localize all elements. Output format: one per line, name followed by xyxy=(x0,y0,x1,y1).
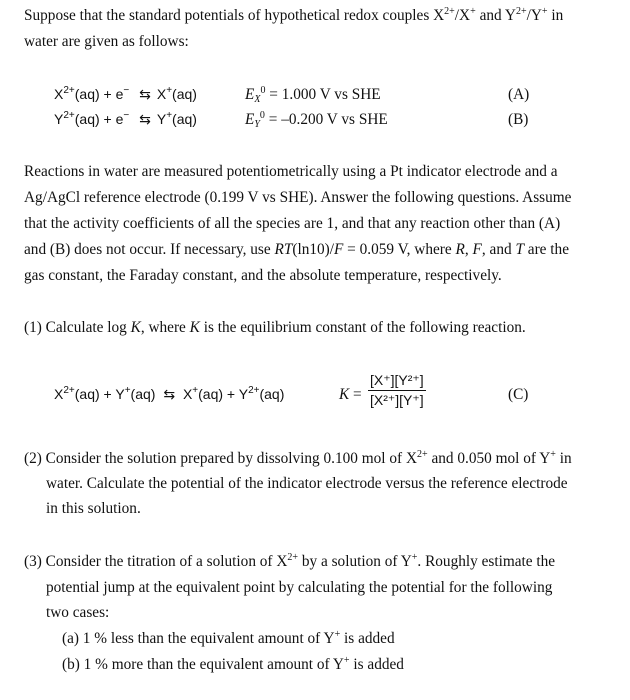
var-k: K xyxy=(189,319,200,336)
charge-sup: 2+ xyxy=(63,110,75,121)
potential-value: = –0.200 V vs SHE xyxy=(264,111,388,128)
question-3-line-1 xyxy=(24,552,555,572)
reaction-a-potential xyxy=(245,86,381,104)
species: (aq) + Y xyxy=(198,386,249,402)
species-text: (aq) xyxy=(172,86,197,102)
var-k: K xyxy=(130,319,141,336)
potential-sub: X xyxy=(254,94,261,105)
reaction-b-label: (B) xyxy=(508,111,529,128)
potential-sup: 0 xyxy=(260,85,266,96)
intro-line-1 xyxy=(24,6,563,26)
species: Y xyxy=(156,111,167,127)
text: and (B) does not occur. If necessary, use xyxy=(24,241,275,258)
reaction-b-equation xyxy=(54,111,197,128)
charge-sup: + xyxy=(470,6,476,17)
text: is the equilibrium constant of the following reaction. xyxy=(199,319,526,336)
species: (aq) xyxy=(259,386,285,402)
species-text: (aq) + e xyxy=(74,111,124,127)
text: is added xyxy=(349,656,404,673)
intro-text: Suppose that the standard potentials of hypothetical redox couples X xyxy=(24,7,445,24)
charge-sup: 2+ xyxy=(515,6,527,17)
question-3-line-2: potential jump at the equivalent point by calculating the potential for the following xyxy=(46,579,553,596)
species: Y xyxy=(54,111,64,127)
text: by a solution of Y xyxy=(298,553,412,570)
species: X xyxy=(179,386,193,402)
text: , xyxy=(464,241,473,258)
equilibrium-arrow-icon: ⇆ xyxy=(139,111,151,127)
reaction-a-equation xyxy=(54,86,197,103)
para2-line-3: that the activity coefficients of all the species are 1, and that any reaction other than (A) xyxy=(24,215,561,232)
text: , and xyxy=(481,241,516,258)
text: and 0.050 mol of Y xyxy=(427,450,551,467)
reaction-a-label: (A) xyxy=(508,86,530,103)
equilibrium-fraction xyxy=(368,372,426,409)
species: X xyxy=(156,86,167,102)
charge-sup: − xyxy=(123,110,130,121)
charge-sup: 2+ xyxy=(63,85,75,96)
text: is added xyxy=(340,630,395,647)
species: X xyxy=(54,86,64,102)
text: (a) 1 % less than the equivalent amount of Y xyxy=(62,630,335,647)
fraction-denominator: [X²⁺][Y⁺] xyxy=(370,392,424,408)
var-f: F xyxy=(472,241,482,258)
question-1 xyxy=(24,318,526,338)
para2-line-4 xyxy=(24,240,569,260)
intro-line-2: water are given as follows: xyxy=(24,33,189,50)
charge-sup: + xyxy=(166,110,173,121)
var-k: K xyxy=(339,386,350,403)
question-3-line-3: two cases: xyxy=(46,604,110,621)
intro-text: in xyxy=(547,7,564,24)
text: (ln10)/ xyxy=(292,241,334,258)
question-2-line-3: in this solution. xyxy=(46,500,141,517)
para2-line-2: Ag/AgCl reference electrode (0.199 V vs SHE). Answer the following questions. Assume xyxy=(24,189,572,206)
intro-text: /X xyxy=(454,7,471,24)
charge-sup: 2+ xyxy=(417,449,428,460)
potential-sup: 0 xyxy=(259,110,265,121)
text: (2) Consider the solution prepared by dissolving 0.100 mol of X xyxy=(24,450,417,467)
text: in xyxy=(555,450,572,467)
text: , where xyxy=(140,319,190,336)
text: = 0.059 V, where xyxy=(343,241,456,258)
reaction-c-equation xyxy=(54,386,284,403)
charge-sup: + xyxy=(166,85,173,96)
text: . Roughly estimate the xyxy=(417,553,556,570)
charge-sup: + xyxy=(411,552,418,563)
intro-text: and Y xyxy=(475,7,516,24)
reaction-c-label: (C) xyxy=(508,386,529,403)
question-3-case-a xyxy=(62,629,395,649)
charge-sup: + xyxy=(334,629,341,640)
equilibrium-arrow-icon: ⇆ xyxy=(139,86,151,102)
equals: = xyxy=(349,386,362,403)
text: (b) 1 % more than the equivalent amount of Y xyxy=(62,656,344,673)
text: are the xyxy=(523,241,569,258)
equilibrium-arrow-icon: ⇆ xyxy=(163,386,176,402)
reaction-b-potential xyxy=(245,111,388,129)
var-r: R xyxy=(455,241,465,258)
charge-sup: − xyxy=(123,85,130,96)
var-f: F xyxy=(333,241,344,258)
species: X xyxy=(54,386,64,402)
intro-text: /Y xyxy=(526,7,542,24)
var-rt: RT xyxy=(274,241,293,258)
species: (aq) xyxy=(130,386,160,402)
question-2-line-1 xyxy=(24,449,572,469)
charge-sup: 2+ xyxy=(444,6,455,17)
question-2-line-2: water. Calculate the potential of the indicator electrode versus the reference electrode xyxy=(46,475,568,492)
charge-sup: + xyxy=(124,385,131,396)
charge-sup: + xyxy=(343,655,350,666)
species-text: (aq) xyxy=(172,111,197,127)
equilibrium-constant-lhs xyxy=(339,386,362,404)
potential-value: = 1.000 V vs SHE xyxy=(265,86,381,103)
text: (3) Consider the titration of a solution of X xyxy=(24,553,288,570)
para2-line-1: Reactions in water are measured potentiometrically using a Pt indicator electrode and a xyxy=(24,163,558,180)
species: (aq) + Y xyxy=(74,386,125,402)
var-t: T xyxy=(515,241,524,258)
para2-line-5: gas constant, the Faraday constant, and the absolute temperature, respectively. xyxy=(24,267,502,284)
charge-sup: 2+ xyxy=(287,552,299,563)
charge-sup: 2+ xyxy=(63,385,75,396)
potential-symbol: E xyxy=(245,111,255,128)
potential-symbol: E xyxy=(245,86,255,103)
species-text: (aq) + e xyxy=(74,86,124,102)
question-3-case-b xyxy=(62,655,404,675)
text: (1) Calculate log xyxy=(24,319,131,336)
potential-sub: Y xyxy=(254,119,260,130)
charge-sup: + xyxy=(192,385,199,396)
charge-sup: + xyxy=(541,6,548,17)
charge-sup: 2+ xyxy=(248,385,260,396)
fraction-numerator: [X⁺][Y²⁺] xyxy=(368,372,426,391)
charge-sup: + xyxy=(550,449,556,460)
